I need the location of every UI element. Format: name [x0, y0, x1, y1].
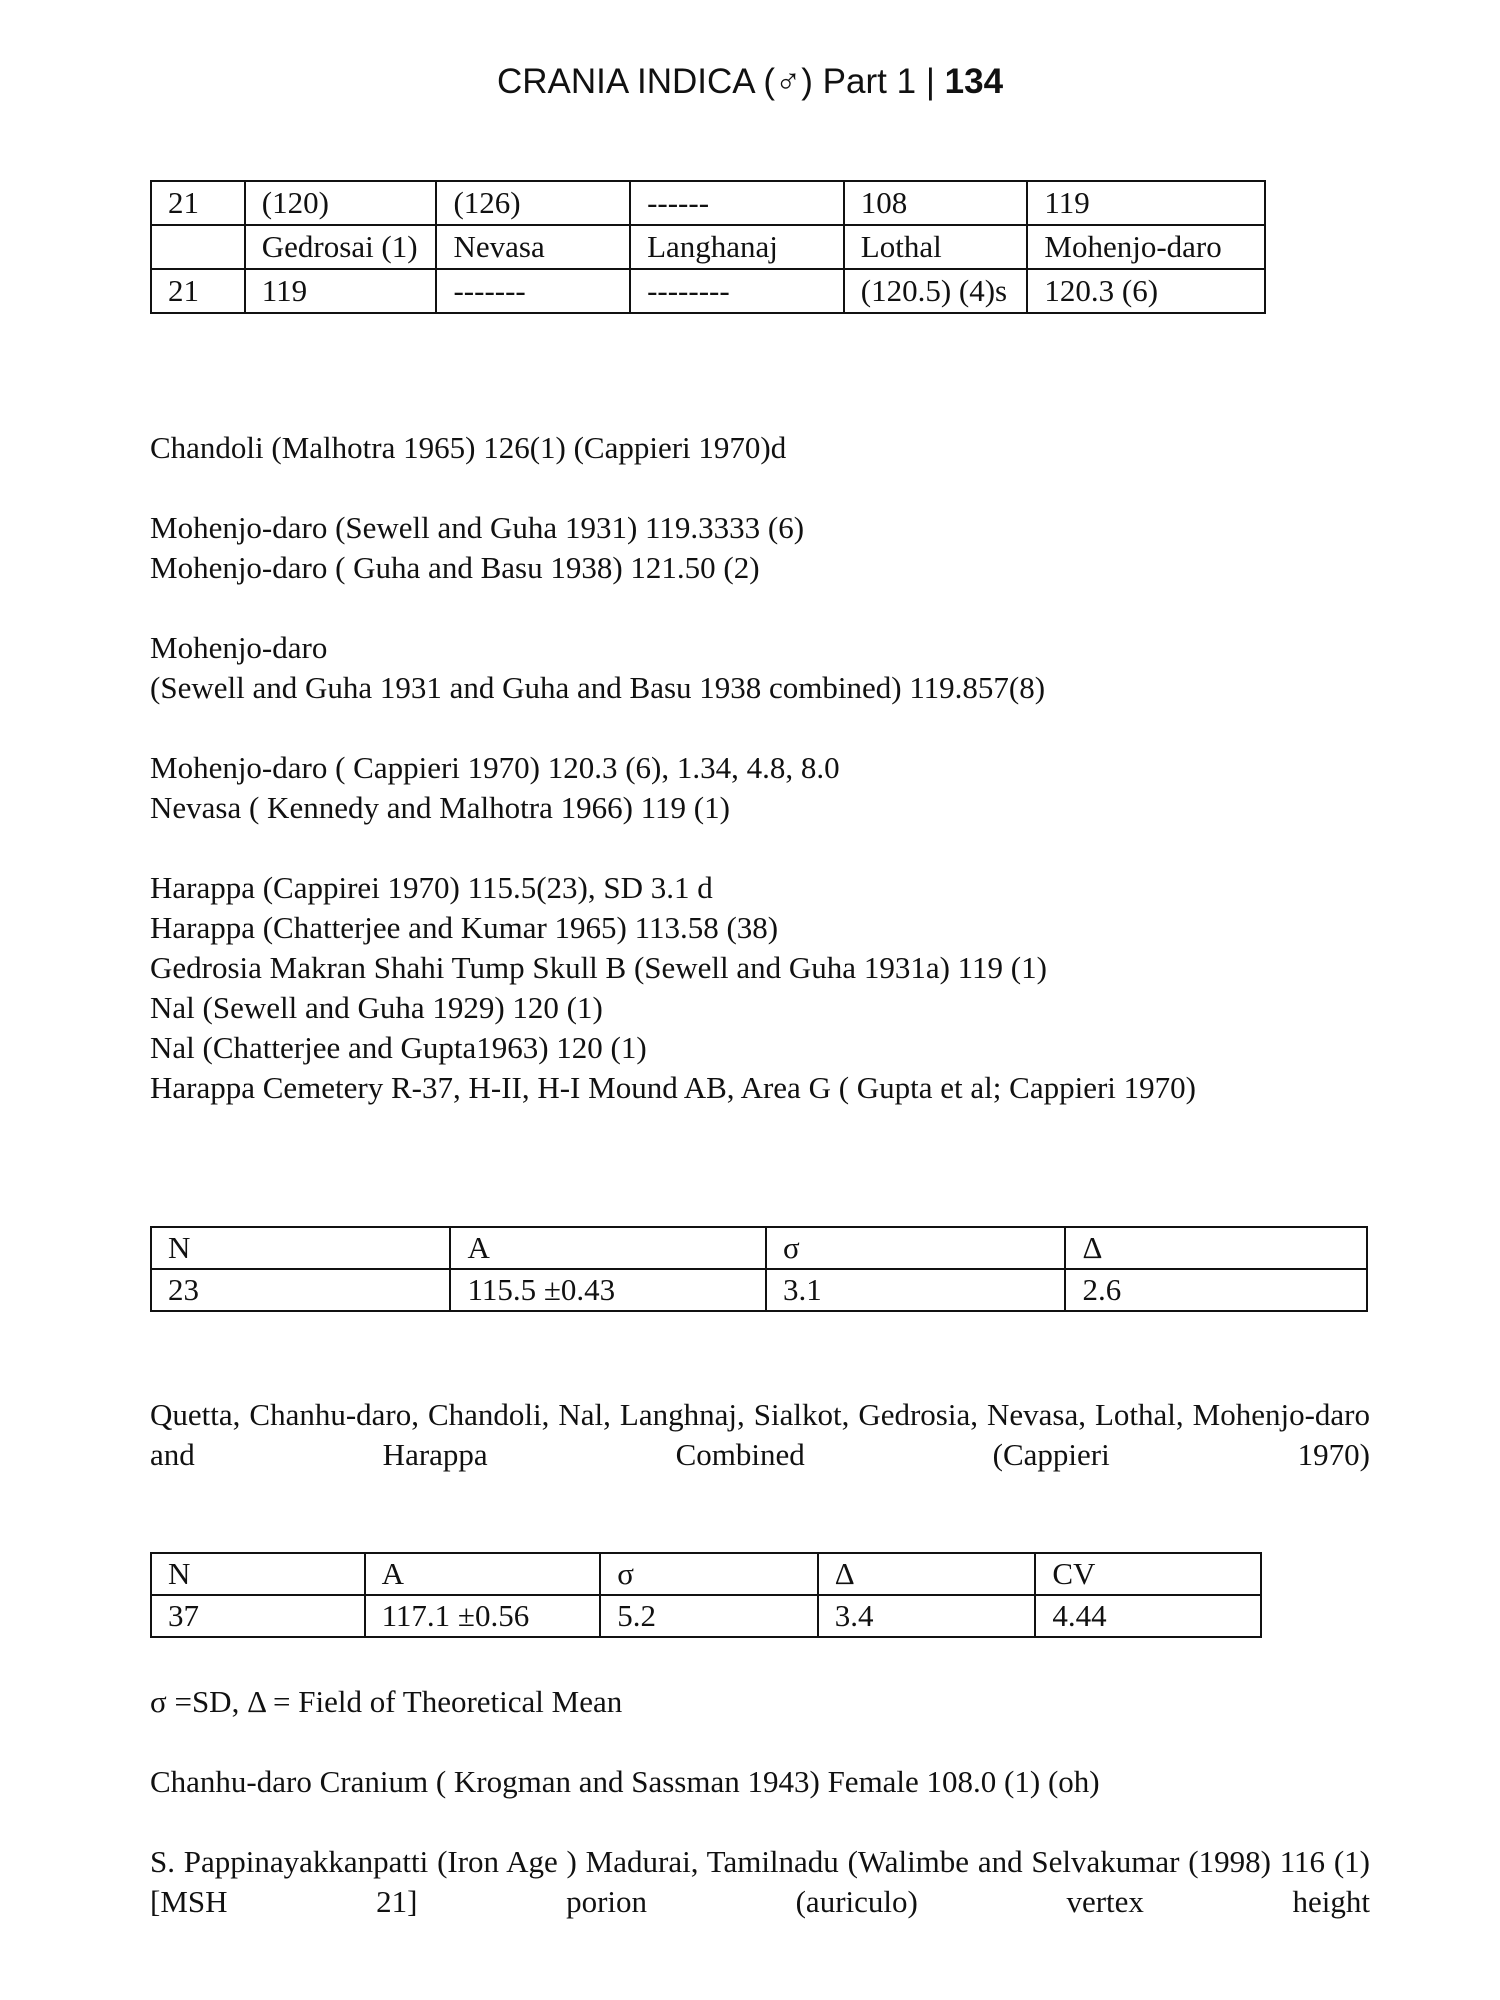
- reference-line: Mohenjo-daro: [150, 630, 328, 665]
- reference-line: Nevasa ( Kennedy and Malhotra 1966) 119 (1): [150, 790, 730, 825]
- table-header-cell: A: [365, 1553, 601, 1595]
- table-header-cell: σ: [600, 1553, 818, 1595]
- table-cell: 21: [151, 181, 245, 225]
- table-header-cell: Δ: [1065, 1227, 1367, 1269]
- table-cell: ------: [630, 181, 844, 225]
- reference-line: Harappa Cemetery R-37, H-II, H-I Mound AB, Area G ( Gupta et al; Cappieri 1970): [150, 1070, 1196, 1105]
- reference-line: Nal (Sewell and Guha 1929) 120 (1): [150, 990, 603, 1025]
- table-cell: -------: [436, 269, 630, 313]
- reference-paragraph: S. Pappinayakkanpatti (Iron Age ) Madurai, Tamilnadu (Walimbe and Selvakumar (1998) 116 (1) [MSH 21] porion (auriculo) vertex height: [150, 1844, 1370, 1919]
- table-cell: Langhanaj: [630, 225, 844, 269]
- table-cell: 117.1 ±0.56: [365, 1595, 601, 1637]
- table-cell: Mohenjo-daro: [1027, 225, 1265, 269]
- table-cell: 21: [151, 269, 245, 313]
- header-title: CRANIA INDICA (♂) Part 1: [496, 62, 917, 101]
- table-cell: 3.1: [766, 1269, 1065, 1311]
- table-cell: 23: [151, 1269, 450, 1311]
- table-cell: 4.44: [1035, 1595, 1261, 1637]
- table-cell: 5.2: [600, 1595, 818, 1637]
- table-cell: 119: [1027, 181, 1265, 225]
- reference-line: Mohenjo-daro ( Cappieri 1970) 120.3 (6), 1.34, 4.8, 8.0: [150, 750, 840, 785]
- table-row: [151, 225, 1265, 269]
- table-cell: (120.5) (4)s: [844, 269, 1028, 313]
- table-header-row: [151, 1553, 1261, 1595]
- table-cell: [151, 225, 245, 269]
- reference-line: Nal (Chatterjee and Gupta1963) 120 (1): [150, 1030, 647, 1065]
- reference-line: Harappa (Chatterjee and Kumar 1965) 113.58 (38): [150, 910, 779, 945]
- reference-line: Chandoli (Malhotra 1965) 126(1) (Cappieri 1970)d: [150, 430, 787, 465]
- table-header-cell: Δ: [818, 1553, 1036, 1595]
- table-row: [151, 1269, 1367, 1311]
- table-header-cell: N: [151, 1553, 365, 1595]
- reference-line: (Sewell and Guha 1931 and Guha and Basu 1938 combined) 119.857(8): [150, 670, 1046, 705]
- table-cell: 115.5 ±0.43: [450, 1269, 766, 1311]
- page-number: 134: [944, 62, 1004, 101]
- reference-line: Mohenjo-daro (Sewell and Guha 1931) 119.3333 (6): [150, 510, 805, 545]
- table-cell: 2.6: [1065, 1269, 1367, 1311]
- table-cell: (120): [245, 181, 437, 225]
- table-row: [151, 181, 1265, 225]
- table-cell: 108: [844, 181, 1028, 225]
- page-header: [0, 62, 1500, 102]
- combined-sites-paragraph: Quetta, Chanhu-daro, Chandoli, Nal, Langhnaj, Sialkot, Gedrosia, Nevasa, Lothal, Mohenjo-daro and Harappa Combined (Cappieri 1970): [150, 1397, 1370, 1472]
- legend-note: σ =SD, Δ = Field of Theoretical Mean: [150, 1684, 623, 1719]
- harappa-stats-table: [150, 1226, 1368, 1312]
- table-cell: Nevasa: [436, 225, 630, 269]
- table-cell: 120.3 (6): [1027, 269, 1265, 313]
- table-header-cell: σ: [766, 1227, 1065, 1269]
- table-cell: 3.4: [818, 1595, 1036, 1637]
- table-cell: Gedrosai (1): [245, 225, 437, 269]
- table-cell: --------: [630, 269, 844, 313]
- reference-line: Chanhu-daro Cranium ( Krogman and Sassman 1943) Female 108.0 (1) (oh): [150, 1764, 1100, 1799]
- table-cell: Lothal: [844, 225, 1028, 269]
- table-cell: (126): [436, 181, 630, 225]
- table-cell: 119: [245, 269, 437, 313]
- table-header-row: [151, 1227, 1367, 1269]
- table-row: [151, 269, 1265, 313]
- reference-line: Gedrosia Makran Shahi Tump Skull B (Sewell and Guha 1931a) 119 (1): [150, 950, 1047, 985]
- header-separator: |: [925, 62, 935, 101]
- measurement-table-sites: [150, 180, 1266, 314]
- combined-stats-table: [150, 1552, 1262, 1638]
- table-row: [151, 1595, 1261, 1637]
- reference-line: Harappa (Cappirei 1970) 115.5(23), SD 3.1 d: [150, 870, 713, 905]
- table-header-cell: CV: [1035, 1553, 1261, 1595]
- table-cell: 37: [151, 1595, 365, 1637]
- table-header-cell: N: [151, 1227, 450, 1269]
- table-header-cell: A: [450, 1227, 766, 1269]
- reference-line: Mohenjo-daro ( Guha and Basu 1938) 121.50 (2): [150, 550, 760, 585]
